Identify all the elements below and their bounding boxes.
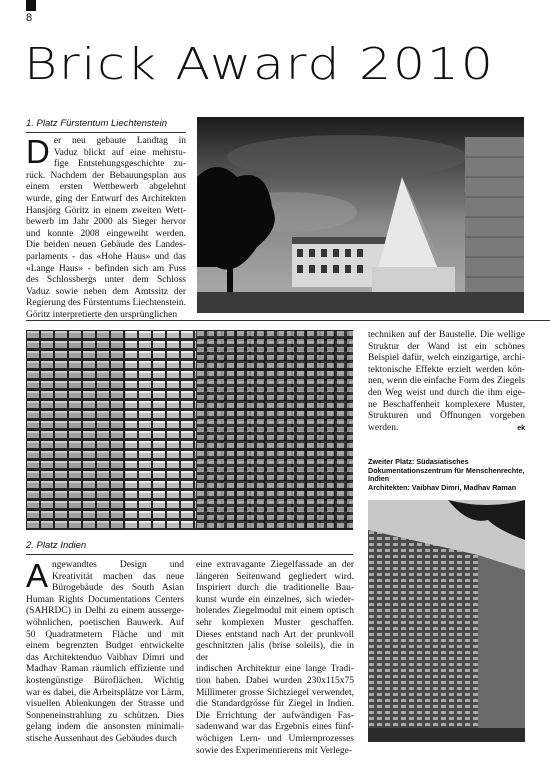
section2-col2-text-line: indischen Architektur eine lange Tradi- [196,664,354,675]
section2-col1-text-line: (SAHRDC) in Delhi zu einem ausserge- [26,606,184,617]
section2-col2 [196,560,354,757]
section2-col1-text-line: war es dabei, die Arbeitsplätze vor Lärm, [26,687,184,698]
section2-col2-text-line: geschnitzten jalis (brise soleils), die in der [196,641,354,663]
section1-dropcap: D [26,133,50,170]
section2-col1-text-line: 50 Quadratmetern Fläche und mit [26,629,184,640]
india-building-photo [368,500,525,742]
section1-text-line: er neu gebaute Landtag in [53,136,186,146]
section1-heading: 1. Platz Fürstentum Liechtenstein [26,118,167,129]
section1-text-line: Die beiden neuen Gebäude des Landes- [26,240,186,251]
section2-col2-text-line: Millimeter grosse Sichtziegel verwendet, [196,687,354,698]
section2-col1-text-line: wöhnlichen, poetischen Bauwerk. Auf [26,617,184,628]
section1-text-line: und konnte 2008 eingeweiht werden. [26,228,186,239]
section2-col1-text-line: visuellen Ablenkungen der Strasse und [26,699,184,710]
continuation-text-line: Strukturen und Öffnungen vorgeben [368,411,525,422]
liechtenstein-parliament-photo [197,117,524,313]
india-brick-wall-photo [26,330,353,530]
section2-col1-text-line: das Architektenduo Vaibhav Dimri und [26,652,184,663]
continuation-text [368,330,525,434]
section1-text-line: rück. Nachdem der Bebauungsplan aus [26,170,186,181]
liechtenstein-parliament-illustration [197,117,524,313]
section2-col1-text-line: kostengünstige Büroflächen. Wichtig [26,675,184,686]
section1-text-line: Hansjörg Göritz in einem zweiten Wett- [26,205,186,216]
caption-block [368,458,525,492]
section2-col2-text-line: tion haben. Dabei wurden 230x115x75 [196,675,354,686]
section2-col2-text-line: sowie des Experimentierens mit Verlege- [196,745,352,756]
section1-text-line: Vaduz sowie neben dem Amtssitz der [26,286,186,297]
india-building-illustration [368,500,525,742]
brick-jali-illustration [26,330,353,530]
section2-col1-text-line: gelang indem die ansonsten minimali- [26,722,184,733]
section2-col1-text-line: einem begrenzten Budget entwickelte [26,641,184,652]
section2-col1-text-line: Bürogebäude des South Asian [52,583,184,594]
section2-rule [26,554,353,555]
section2-col1-text-line: Kreativität machen das neue [52,571,184,582]
section1-text-line: parlaments - das «Hohe Haus» und das [26,251,186,262]
section2-col1-text-line: stische Aussenhaut des Gebäudes durch [26,733,177,744]
section2-col2-text-line: Inspiriert durch die traditionelle Bau- [196,583,354,594]
continuation-text-line: nen, wenn die einfache Form des Ziegels [368,376,525,387]
section1-text-line: des Schlossbergs unter dem Schloss [26,275,186,286]
page-marker [26,0,36,11]
continuation-text-line: techniken auf der Baustelle. Die wellige [368,330,525,340]
section2-col1-text-line: ngewandtes Design und [52,560,184,570]
caption-line: Dokumentationszentrum für Menschenrechte, Indien [368,465,525,484]
section2-col1-text-line: Human Rights Documentations Centers [26,594,184,605]
continuation-text-line: ne Beschaffenheit komplexere Muster, [368,399,525,410]
section2-col2-text-line: sehr komplexen Muster geschaffen. [196,617,354,628]
continuation-text-line: Struktur der Wand ist ein schönes [368,341,525,352]
continuation-text-line: werden. ek [368,422,525,433]
section2-col1 [26,557,184,746]
section2-col2-text-line: holendes Ziegelmodul mit einem optisch [196,606,354,617]
section2-col1-text-line: Madhav Raman räumlich effiziente und [26,664,184,675]
section1-text-line: Regierung des Fürstentums Liechtenstein. [26,298,186,309]
page-title: Brick Award 2010 [24,39,495,90]
page-number: 8 [26,12,33,24]
section2-dropcap: A [26,557,49,594]
section2-col2-text-line: Die Errichtung der aufwändigen Fas- [196,710,354,721]
section2-col1-text-line: Sonneneinstrahlung zu schützen. Dies [26,710,184,721]
continuation-text-line: den Weg weist und durch die ihm eige- [368,387,525,398]
section1-text-line: fige Entstehungsgeschichte zu- [53,159,186,170]
section2-col2-text-line: längeren Seitenwand gegliedert wird. [196,571,354,582]
section1-text-line: bewerb im Jahr 2000 als Sieger hervor [26,217,186,228]
section1-text-line: wurde, ging der Entwurf des Architekten [26,193,186,204]
section1-text-line: Vaduz blickt auf eine mehrstu- [53,147,186,158]
caption-line: Zweiter Platz: Südasiatisches [368,457,469,466]
section1-text-line: «Lange Haus» - befinden sich am Fuss [26,263,186,274]
section2-col2-text-line: Dieses entstand nach Art der prunkvoll [196,629,354,640]
author-signature: ek [517,424,525,432]
caption-line: Architekten: Vaibhav Dimri, Madhav Raman [368,482,517,492]
section-divider [26,320,550,321]
section2-col2-text-line: kunst wurde ein einzelnes, sich wieder- [196,594,354,605]
continuation-text-line: tektonische Effekte erzielt werden kön- [368,364,525,375]
section1-text-line: einem ersten Wettbewerb abgelehnt [26,182,186,193]
section2-col2-text-line: die Standardgrösse für Ziegel in Indien. [196,699,354,710]
section2-col2-text-line: sadenwand war das Ergebnis eines fünf- [196,722,354,733]
continuation-text-line: Beispiel dafür, welch einzigartige, archi- [368,353,525,364]
section1-text-line: Göritz interpretierte den ursprünglichen [26,309,178,320]
section1-rule [26,132,186,133]
section2-col2-text-line: wöchigen Lern- und Umlernprozesses [196,733,354,744]
section1-text [26,133,186,322]
section2-col2-text-line: eine extravagante Ziegelfassade an der [196,560,354,570]
section2-heading: 2. Platz Indien [26,540,87,551]
